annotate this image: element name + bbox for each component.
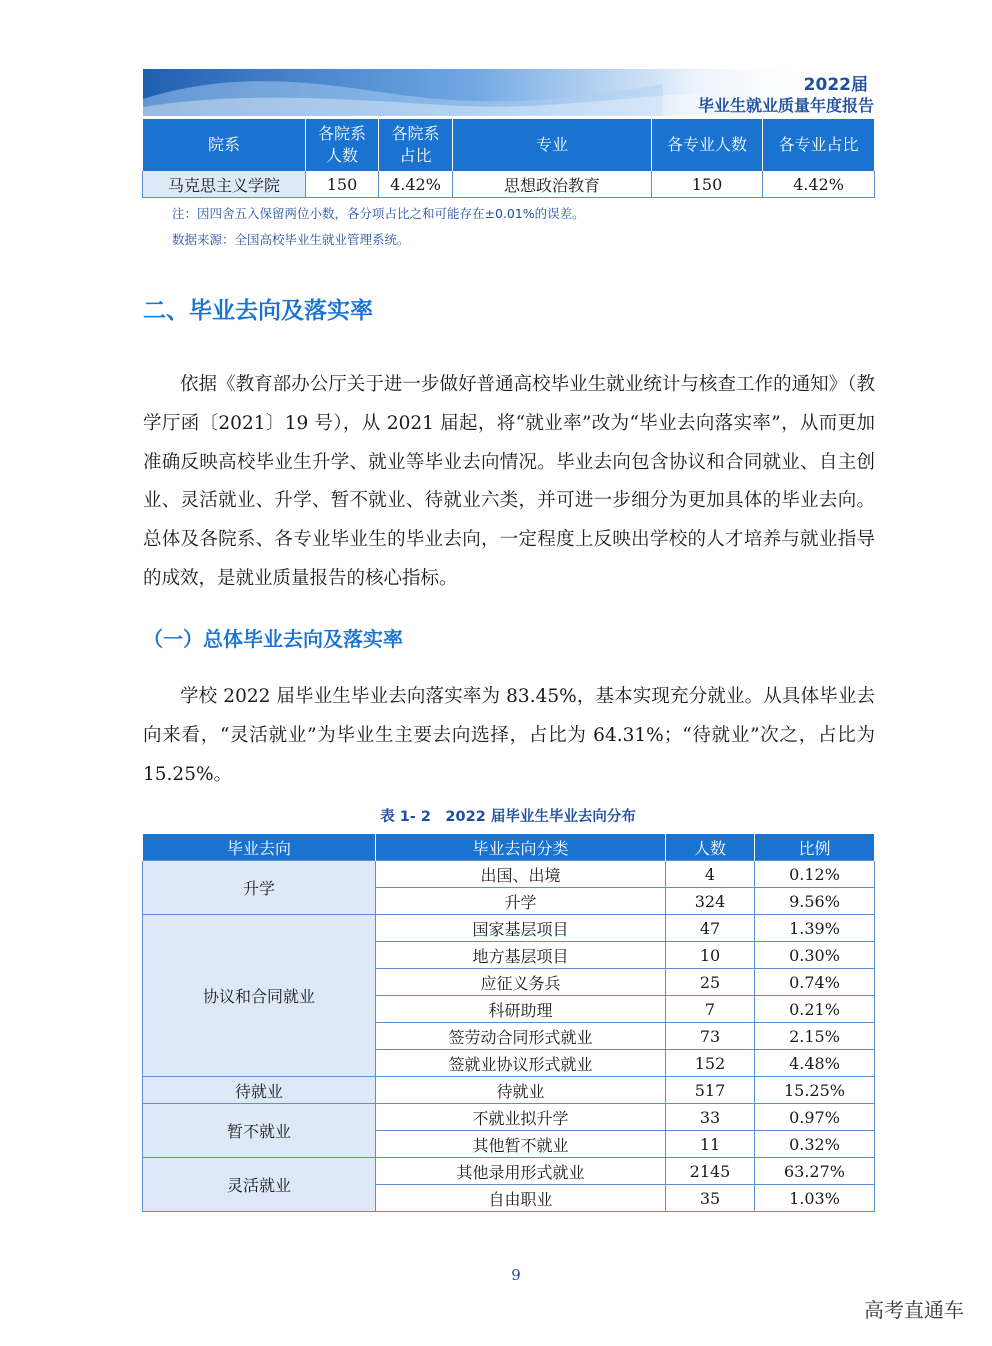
cell-destination: 协议和合同就业 bbox=[143, 915, 376, 1077]
header-major: 专业 bbox=[453, 119, 652, 172]
cell-destination: 待就业 bbox=[143, 1077, 376, 1104]
cell-category: 不就业拟升学 bbox=[376, 1104, 666, 1131]
header-destination: 毕业去向 bbox=[143, 834, 376, 861]
header-dept: 院系 bbox=[143, 119, 306, 172]
cell-dept-ratio: 4.42% bbox=[379, 171, 453, 198]
table-header-row bbox=[143, 834, 875, 861]
watermark: 高考直通车 bbox=[864, 1298, 964, 1322]
cell-ratio: 0.21% bbox=[755, 996, 875, 1023]
table-note: 注：因四舍五入保留两位小数，各分项占比之和可能存在±0.01%的误差。 bbox=[172, 206, 585, 221]
cell-category: 其他录用形式就业 bbox=[376, 1158, 666, 1185]
header-dept-ratio: 各院系 占比 bbox=[379, 119, 453, 172]
cell-count: 7 bbox=[666, 996, 755, 1023]
cell-count: 11 bbox=[666, 1131, 755, 1158]
cell-category: 待就业 bbox=[376, 1077, 666, 1104]
destination-table bbox=[142, 833, 875, 1212]
cell-category: 升学 bbox=[376, 888, 666, 915]
cell-ratio: 0.32% bbox=[755, 1131, 875, 1158]
table-row bbox=[143, 1158, 875, 1185]
cell-count: 4 bbox=[666, 861, 755, 888]
cell-ratio: 4.48% bbox=[755, 1050, 875, 1077]
cell-ratio: 9.56% bbox=[755, 888, 875, 915]
cell-category: 地方基层项目 bbox=[376, 942, 666, 969]
table-row bbox=[143, 1104, 875, 1131]
cell-ratio: 0.12% bbox=[755, 861, 875, 888]
cell-ratio: 15.25% bbox=[755, 1077, 875, 1104]
cell-ratio: 1.39% bbox=[755, 915, 875, 942]
table-row bbox=[143, 171, 875, 198]
section-paragraph: 依据《教育部办公厅关于进一步做好普通高校毕业生就业统计与核查工作的通知》（教学厅函〔2021〕19 号），从 2021 届起，将“就业率”改为“毕业去向落实率”，从而更加准确反映高校毕业生升学、就业等毕业去向情况。毕业去向包含协议和合同就业、自主创业、灵活就业、升学、暂不就业、待就业六类，并可进一步细分为更加具体的毕业去向。总体及各院系、各专业毕业生的毕业去向，一定程度上反映出学校的人才培养与就业指导的成效，是就业质量报告的核心指标。 bbox=[143, 374, 875, 589]
cell-count: 517 bbox=[666, 1077, 755, 1104]
cell-count: 152 bbox=[666, 1050, 755, 1077]
cell-count: 324 bbox=[666, 888, 755, 915]
cell-category: 签劳动合同形式就业 bbox=[376, 1023, 666, 1050]
header-category: 毕业去向分类 bbox=[376, 834, 666, 861]
report-year: 2022届 bbox=[803, 75, 868, 95]
cell-category: 科研助理 bbox=[376, 996, 666, 1023]
cell-major-count: 150 bbox=[652, 171, 763, 198]
page-number: 9 bbox=[511, 1266, 521, 1284]
header-major-ratio: 各专业占比 bbox=[763, 119, 875, 172]
cell-category: 国家基层项目 bbox=[376, 915, 666, 942]
subsection-heading: （一）总体毕业去向及落实率 bbox=[143, 627, 403, 651]
cell-ratio: 1.03% bbox=[755, 1185, 875, 1212]
header-dept-count: 各院系 人数 bbox=[306, 119, 379, 172]
cell-category: 其他暂不就业 bbox=[376, 1131, 666, 1158]
cell-destination: 暂不就业 bbox=[143, 1104, 376, 1158]
cell-count: 2145 bbox=[666, 1158, 755, 1185]
table-row bbox=[143, 915, 875, 942]
header-count: 人数 bbox=[666, 834, 755, 861]
cell-category: 出国、出境 bbox=[376, 861, 666, 888]
cell-dept-count: 150 bbox=[306, 171, 379, 198]
cell-count: 73 bbox=[666, 1023, 755, 1050]
cell-count: 35 bbox=[666, 1185, 755, 1212]
cell-category: 自由职业 bbox=[376, 1185, 666, 1212]
table-row bbox=[143, 861, 875, 888]
table-header-row bbox=[143, 119, 875, 172]
cell-category: 签就业协议形式就业 bbox=[376, 1050, 666, 1077]
cell-major: 思想政治教育 bbox=[453, 171, 652, 198]
data-source: 数据来源：全国高校毕业生就业管理系统。 bbox=[172, 232, 410, 247]
cell-dept: 马克思主义学院 bbox=[143, 171, 306, 198]
section-heading: 二、毕业去向及落实率 bbox=[143, 298, 373, 324]
cell-ratio: 63.27% bbox=[755, 1158, 875, 1185]
cell-ratio: 2.15% bbox=[755, 1023, 875, 1050]
cell-destination: 灵活就业 bbox=[143, 1158, 376, 1212]
cell-ratio: 0.74% bbox=[755, 969, 875, 996]
table-row bbox=[143, 1077, 875, 1104]
cell-count: 33 bbox=[666, 1104, 755, 1131]
cell-major-ratio: 4.42% bbox=[763, 171, 875, 198]
table-caption: 表 1- 2 2022 届毕业生毕业去向分布 bbox=[380, 809, 636, 825]
cell-ratio: 0.30% bbox=[755, 942, 875, 969]
cell-count: 25 bbox=[666, 969, 755, 996]
report-title: 毕业生就业质量年度报告 bbox=[697, 96, 874, 115]
header-ratio: 比例 bbox=[755, 834, 875, 861]
cell-count: 10 bbox=[666, 942, 755, 969]
header-major-count: 各专业人数 bbox=[652, 119, 763, 172]
subsection-paragraph: 学校 2022 届毕业生毕业去向落实率为 83.45%，基本实现充分就业。从具体毕业去向来看，“灵活就业”为毕业生主要去向选择，占比为 64.31%；“待就业”次之，占比为 15.25%。 bbox=[143, 686, 875, 785]
cell-destination: 升学 bbox=[143, 861, 376, 915]
cell-category: 应征义务兵 bbox=[376, 969, 666, 996]
cell-ratio: 0.97% bbox=[755, 1104, 875, 1131]
cell-count: 47 bbox=[666, 915, 755, 942]
department-table bbox=[142, 118, 875, 198]
